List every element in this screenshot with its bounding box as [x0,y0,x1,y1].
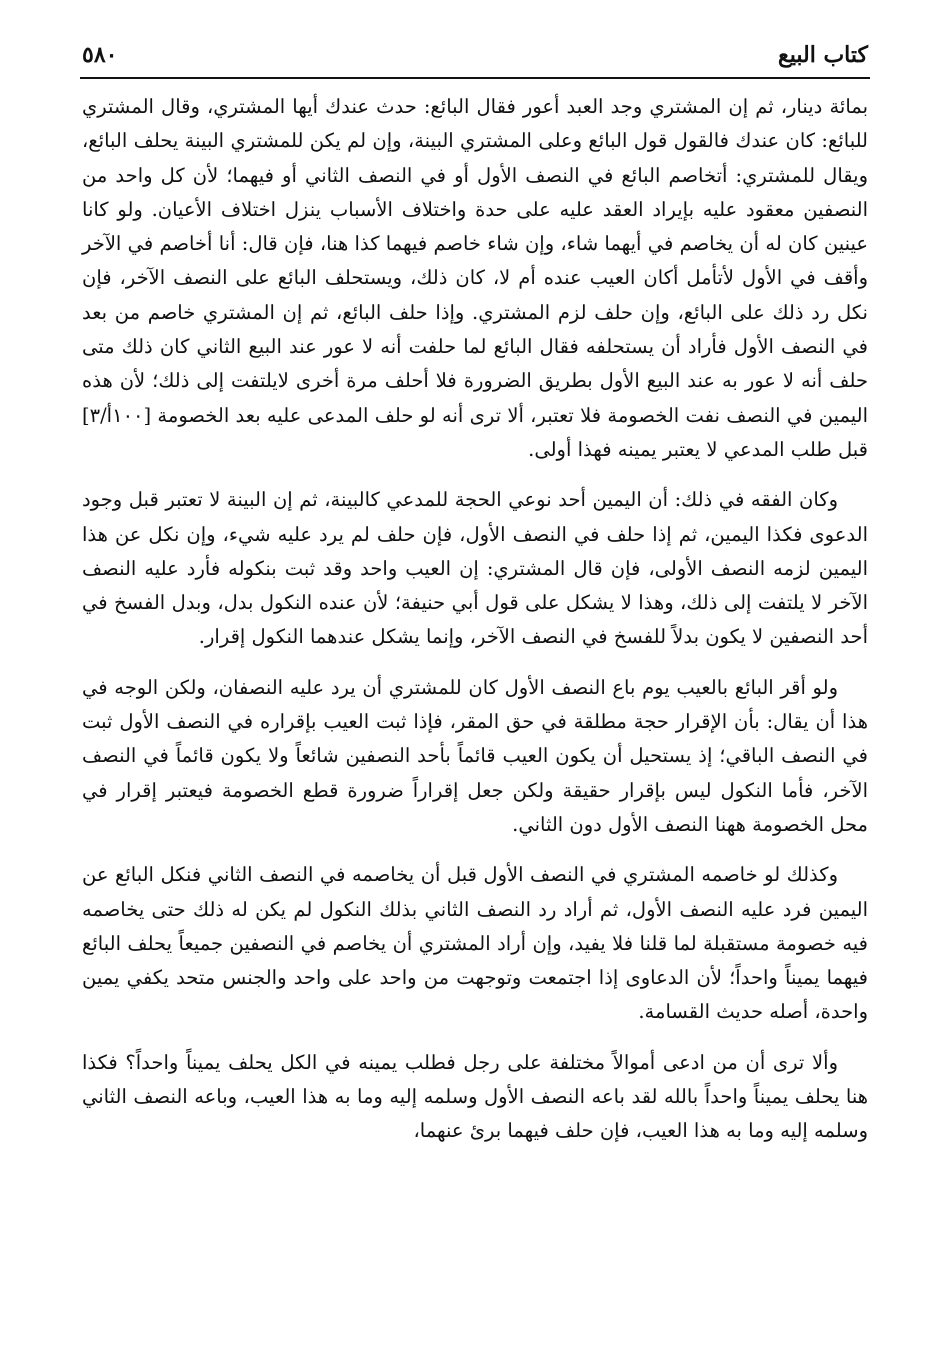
running-title: كتاب البيع [778,42,868,68]
header-rule [80,77,870,79]
page-header [82,38,868,78]
paragraph: وكان الفقه في ذلك: أن اليمين أحد نوعي الحجة للمدعي كالبينة، ثم إن البينة لا تعتبر قبل وجود الدعوى فكذا اليمين، ثم إذا حلف في النصف الأول، فإن حلف لم يرد عليه شيء، وإن نكل عن هذا اليمين لزمه النصف الأولى، فإن قال المشتري: إن العيب واحد وقد ثبت بنكوله فأرد عليه النصف الآخر لا يلتفت إلى ذلك، وهذا لا يشكل على قول أبي حنيفة؛ لأن عنده النكول بدل، وبدل الفسخ في أحد النصفين لا يكون بدلاً للفسخ في النصف الآخر، وإنما يشكل عندهما النكول إقرار. [82,488,868,649]
page-number: ٥٨٠ [82,42,118,68]
paragraph: بمائة دينار، ثم إن المشتري وجد العبد أعور فقال البائع: حدث عندك أيها المشتري، وقال المشتري للبائع: كان عندك فالقول قول البائع وعلى المشتري البينة، وإن لم يكن للمشتري البينة يحلف البائع، ويقال للمشتري: أتخاصم البائع في النصف الأول أو في النصف الثاني أو فيهما؛ لأن كل واحد من النصفين معقود عليه بإيراد العقد عليه على حدة واختلاف الأسباب ينزل اختلاف الأعيان. ولو كانا عينين كان له أن يخاصم في أيهما شاء، وإن شاء خاصم فيهما كذا هنا، فإن قال: أنا أخاصم في الآخر وأقف في الأول لأتأمل أكان العيب عنده أم لا، كان ذلك، ويستحلف البائع على النصف الآخر، فإن نكل رد ذلك على البائع، وإن حلف لزم المشتري. وإذا حلف البائع، ثم إن المشتري خاصم من بعد في النصف الأول فأراد أن يستحلفه فقال البائع لما حلفت أنه لا عور عند البيع الثاني كان ذلك متى حلف أنه لا عور به عند البيع الأول بطريق الضرورة فلا أحلف مرة أخرى لايلتفت إلى ذلك؛ لأن هذه اليمين في النصف نفت الخصومة فلا تعتبر، ألا ترى أنه لو حلف المدعى عليه بعد الخصومة [١٠٠أ/٣] قبل طلب المدعي لا يعتبر يمينه فهذا أولى. [82,95,868,461]
body-text [82,90,868,1165]
paragraph: ولو أقر البائع بالعيب يوم باع النصف الأول كان للمشتري أن يرد عليه النصفان، ولكن الوجه في هذا أن يقال: بأن الإقرار حجة مطلقة في حق المقر، فإذا ثبت العيب بإقراره في النصف الأول ثبت في النصف الباقي؛ إذ يستحيل أن يكون العيب قائماً بأحد النصفين شائعاً ولا يكون قائماً في النصف الآخر، فأما النكول ليس بإقرار حقيقة ولكن جعل إقراراً ضرورة قطع الخصومة فيعتبر إقرار في محل الخصومة ههنا النصف الأول دون الثاني. [82,675,868,836]
paragraph: وكذلك لو خاصمه المشتري في النصف الأول قبل أن يخاصمه في النصف الثاني فنكل البائع عن اليمين فرد عليه النصف الأول، ثم أراد رد النصف الثاني بذلك النكول لم يكن له ذلك حتى يخاصمه فيه خصومة مستقبلة لما قلنا فلا يفيد، وإن أراد المشتري أن يخاصم في النصفين جميعاً يحلف البائع فيهما يميناً واحداً؛ لأن الدعاوى إذا اجتمعت وتوجهت من واحد على واحد والجنس متحد يكفي يمين واحدة، أصله حديث القسامة. [82,863,868,1024]
paragraph: وألا ترى أن من ادعى أموالاً مختلفة على رجل فطلب يمينه في الكل يحلف يميناً واحداً؟ فكذا هنا يحلف يميناً واحداً بالله لقد باعه النصف الأول وسلمه إليه وما به هذا العيب، وباعه النصف الثاني وسلمه إليه وما به هذا العيب، فإن حلف فيهما برئ عنهما، [82,1050,868,1143]
